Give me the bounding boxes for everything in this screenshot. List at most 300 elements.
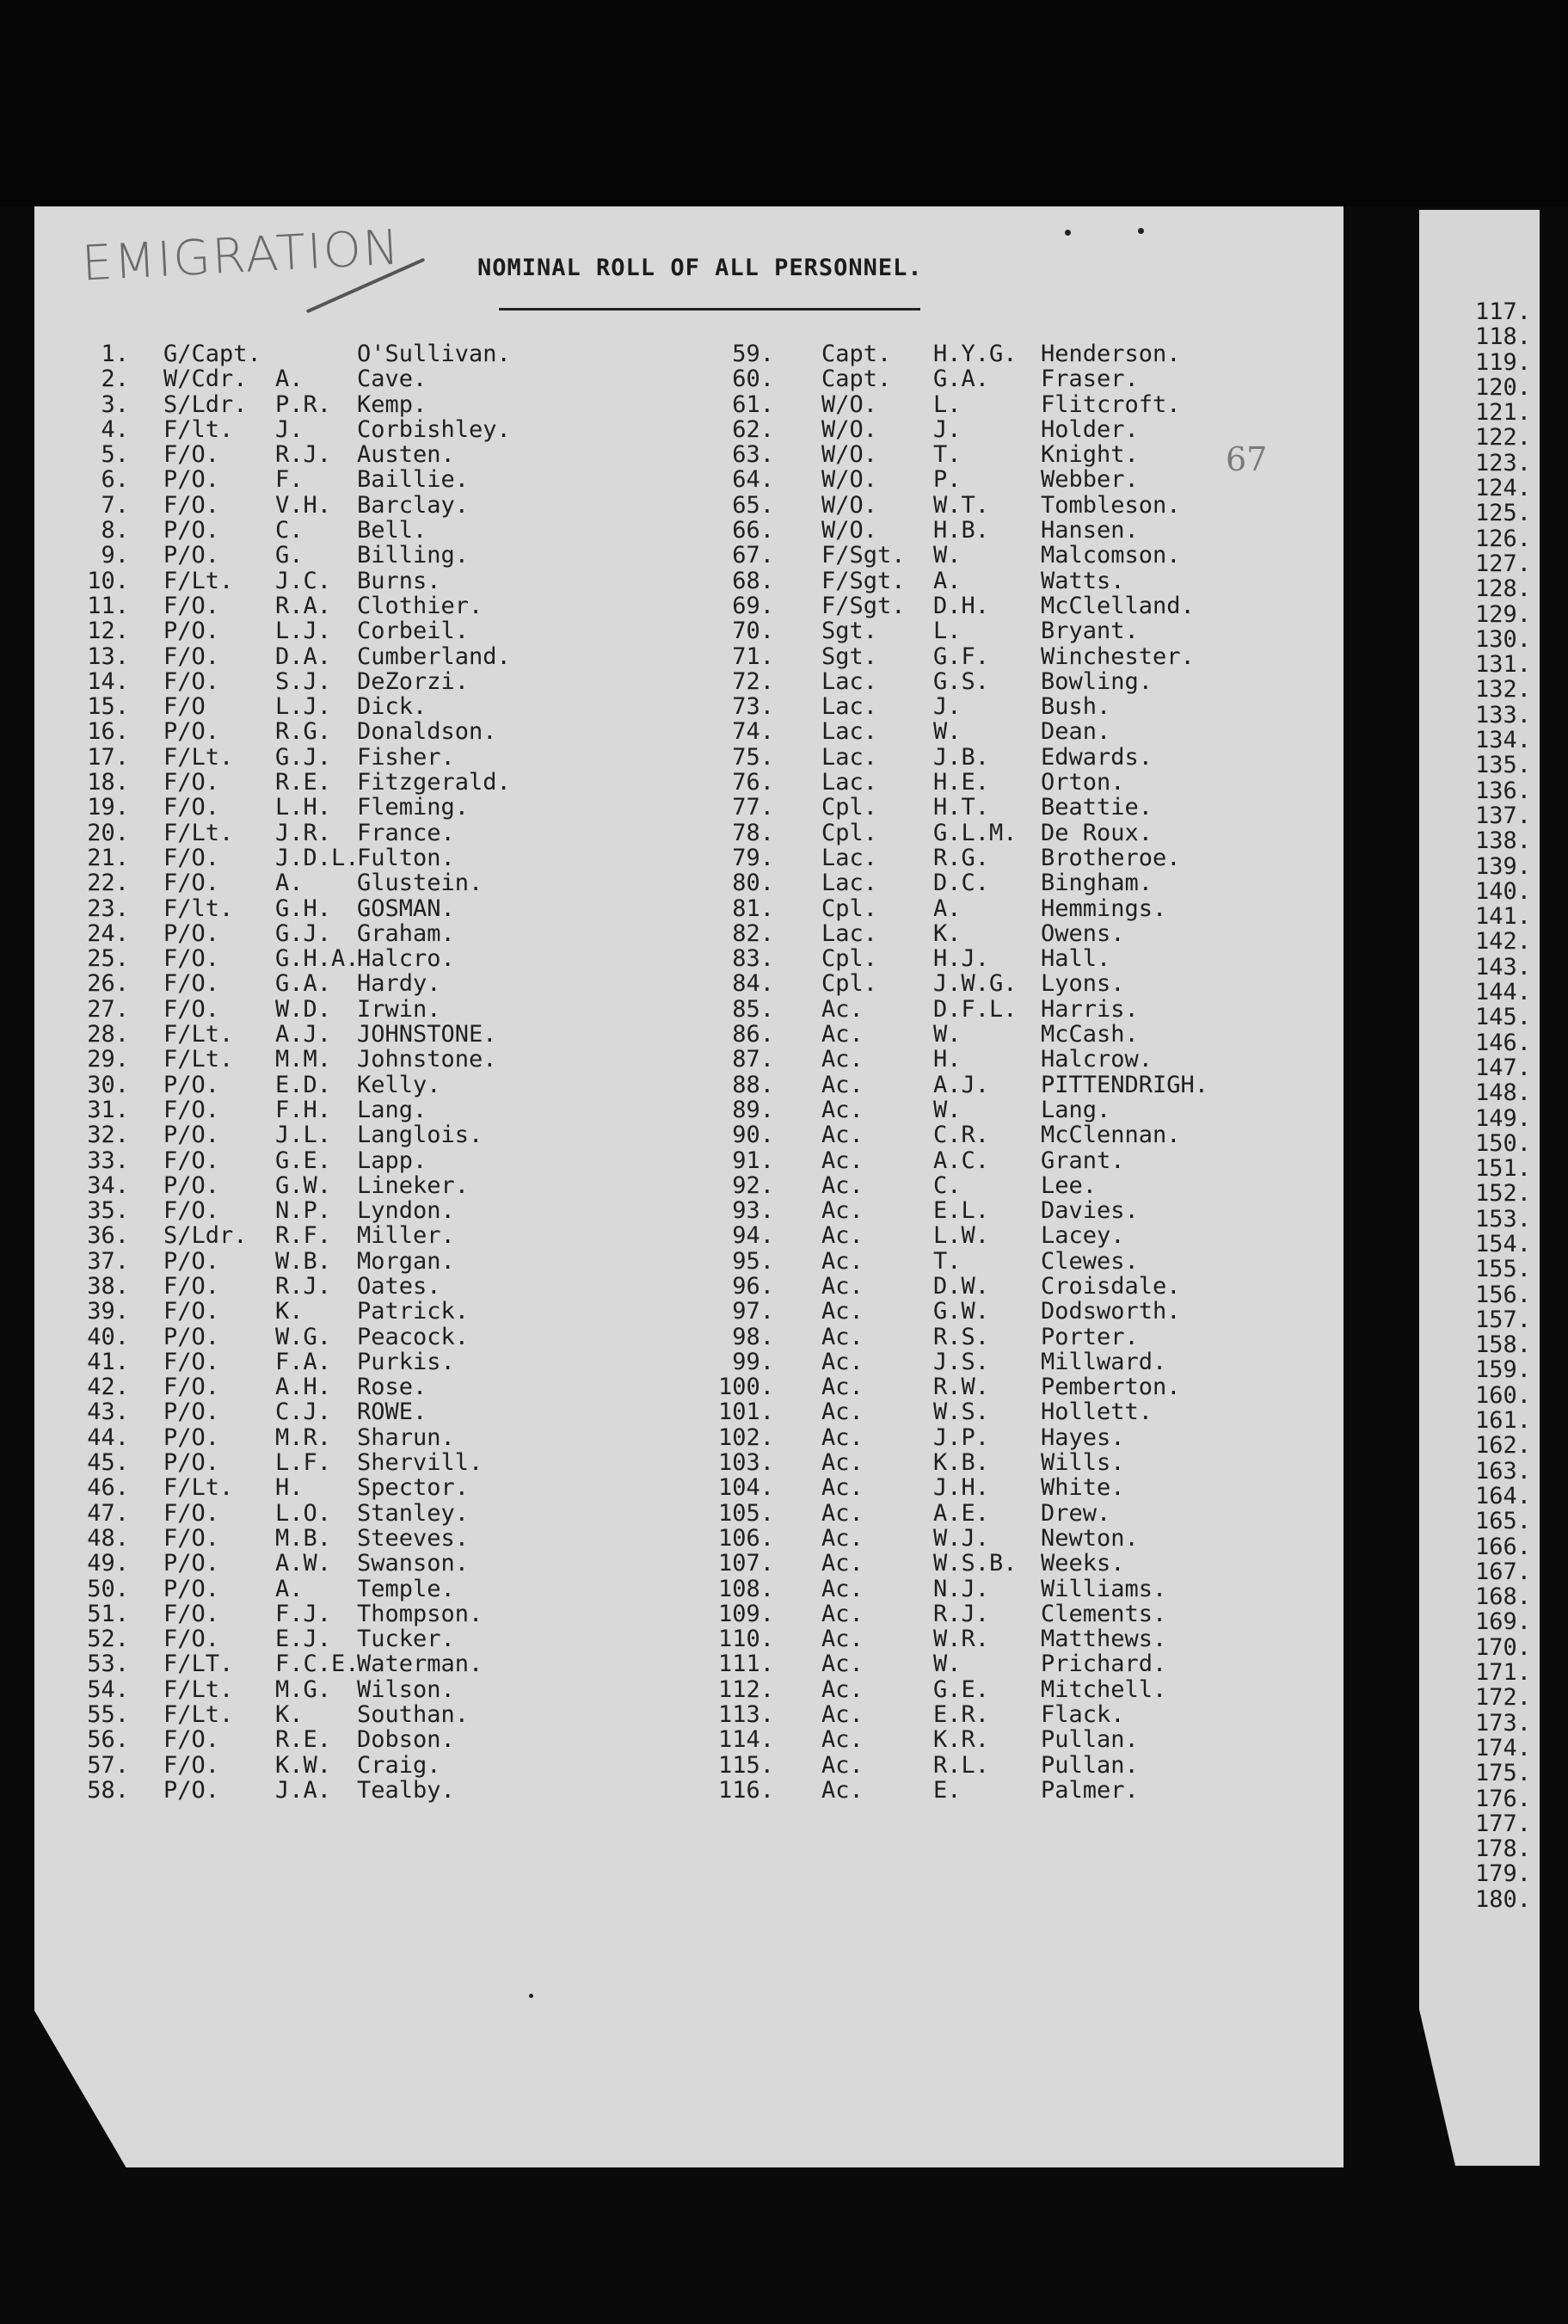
entry-rank: F/O.: [163, 491, 220, 519]
entry-name: Fraser.: [1041, 366, 1139, 393]
entry-number: 18.: [87, 769, 129, 796]
entry-rank: P/O.: [163, 1776, 220, 1804]
entry-initials: K.: [275, 1298, 304, 1325]
entry-initials: T.: [933, 441, 962, 469]
entry-number: 58.: [87, 1776, 129, 1804]
entry-initials: G.H.A.: [275, 945, 360, 973]
entry-rank: Ac.: [821, 1575, 864, 1602]
entry-initials: A.J.: [275, 1021, 332, 1048]
entry-initials: A.: [933, 895, 962, 922]
entry-rank: F/O.: [163, 1096, 220, 1123]
next-page-entry-number: 149.: [1474, 1104, 1531, 1132]
entry-initials: R.J.: [933, 1600, 990, 1627]
entry-name: Lyndon.: [357, 1197, 455, 1225]
entry-name: Steeves.: [357, 1524, 470, 1552]
entry-initials: H.T.: [933, 794, 990, 821]
entry-name: Fleming.: [357, 794, 470, 821]
entry-name: Porter.: [1041, 1323, 1139, 1350]
entry-initials: D.F.L.: [933, 995, 1018, 1023]
entry-number: 57.: [87, 1751, 129, 1779]
next-page-entry-number: 128.: [1474, 575, 1531, 603]
personnel-list-next-page: [1428, 299, 1531, 1912]
entry-initials: K.: [275, 1701, 304, 1729]
entry-name: Donaldson.: [357, 718, 497, 746]
entry-initials: L.: [933, 618, 962, 645]
entry-name: Kemp.: [357, 390, 427, 418]
entry-number: 10.: [87, 567, 129, 594]
entry-name: Hayes.: [1041, 1423, 1125, 1451]
entry-name: GOSMAN.: [357, 895, 455, 922]
entry-number: 65.: [732, 491, 774, 519]
entry-rank: F/O.: [163, 1726, 220, 1754]
entry-number: 24.: [87, 919, 129, 947]
entry-initials: M.B.: [275, 1524, 332, 1552]
entry-name: Hardy.: [357, 970, 441, 998]
next-page-entry-number: 153.: [1474, 1205, 1531, 1233]
entry-name: Williams.: [1041, 1575, 1167, 1602]
entry-number: 67.: [732, 542, 774, 569]
entry-initials: G.H.: [275, 895, 332, 922]
entry-initials: V.H.: [275, 491, 332, 519]
entry-name: Winchester.: [1041, 642, 1195, 670]
entry-initials: W.R.: [933, 1626, 990, 1653]
entry-number: 74.: [732, 718, 774, 746]
entry-rank: F/O.: [163, 995, 220, 1023]
entry-number: 31.: [87, 1096, 129, 1123]
next-page-entry-number: 168.: [1474, 1583, 1531, 1611]
entry-name: Bryant.: [1041, 618, 1139, 645]
entry-rank: Cpl.: [821, 819, 878, 846]
entry-rank: F/Sgt.: [821, 567, 906, 594]
entry-name: Sharun.: [357, 1423, 455, 1451]
next-page-entry-number: 156.: [1474, 1281, 1531, 1308]
entry-number: 86.: [732, 1021, 774, 1048]
entry-name: White.: [1041, 1474, 1125, 1502]
entry-name: Stanley.: [357, 1499, 470, 1527]
entry-initials: D.C.: [933, 870, 990, 897]
entry-initials: J.P.: [933, 1423, 990, 1451]
entry-name: Bingham.: [1041, 870, 1153, 897]
entry-rank: F/Sgt.: [821, 542, 906, 569]
entry-rank: P/O.: [163, 718, 220, 746]
entry-rank: Ac.: [821, 1096, 864, 1123]
entry-initials: R.E.: [275, 1726, 332, 1754]
entry-initials: G.J.: [275, 743, 332, 771]
next-page-entry-number: 143.: [1474, 953, 1531, 981]
entry-initials: R.S.: [933, 1323, 990, 1350]
entry-rank: F/Lt.: [163, 1046, 234, 1073]
entry-name: Austen.: [357, 441, 455, 469]
entry-number: 36.: [87, 1222, 129, 1250]
entry-rank: P/O.: [163, 1122, 220, 1149]
entry-rank: F/O.: [163, 667, 220, 695]
entry-number: 55.: [87, 1701, 129, 1729]
punch-dot: [1065, 230, 1071, 236]
entry-number: 29.: [87, 1046, 129, 1073]
entry-initials: G.A.: [275, 970, 332, 998]
entry-name: Tealby.: [357, 1776, 455, 1804]
entry-rank: Ac.: [821, 1726, 864, 1754]
entry-rank: P/O.: [163, 1323, 220, 1350]
entry-number: 73.: [732, 693, 774, 721]
entry-rank: Lac.: [821, 667, 878, 695]
next-page-entry-number: 174.: [1474, 1734, 1531, 1761]
entry-number: 60.: [732, 366, 774, 393]
entry-name: Lang.: [1041, 1096, 1111, 1123]
entry-initials: L.J.: [275, 618, 332, 645]
next-page-entry-number: 133.: [1474, 701, 1531, 729]
entry-number: 51.: [87, 1600, 129, 1627]
entry-initials: E.D.: [275, 1071, 332, 1098]
entry-number: 62.: [732, 415, 774, 443]
entry-number: 64.: [732, 466, 774, 494]
next-page-entry-number: 163.: [1474, 1457, 1531, 1485]
entry-name: Matthews.: [1041, 1626, 1167, 1653]
entry-initials: F.J.: [275, 1600, 332, 1627]
entry-rank: Ac.: [821, 1272, 864, 1300]
entry-initials: W.: [933, 1096, 962, 1123]
entry-rank: Lac.: [821, 844, 878, 871]
entry-name: Craig.: [357, 1751, 441, 1779]
entry-rank: Ac.: [821, 1171, 864, 1199]
next-page-entry-number: 117.: [1474, 298, 1531, 325]
entry-initials: D.H.: [933, 592, 990, 619]
entry-initials: E.L.: [933, 1197, 990, 1225]
entry-number: 66.: [732, 517, 774, 544]
entry-name: Billing.: [357, 542, 470, 569]
entry-number: 113.: [717, 1701, 774, 1729]
entry-name: Harris.: [1041, 995, 1139, 1023]
entry-number: 46.: [87, 1474, 129, 1502]
next-page-entry-number: 164.: [1474, 1482, 1531, 1509]
entry-initials: D.A.: [275, 642, 332, 670]
entry-number: 27.: [87, 995, 129, 1023]
entry-rank: P/O.: [163, 1171, 220, 1199]
entry-number: 2.: [101, 366, 129, 393]
entry-number: 14.: [87, 667, 129, 695]
entry-initials: R.E.: [275, 769, 332, 796]
entry-rank: P/O.: [163, 1399, 220, 1426]
entry-initials: G.E.: [275, 1147, 332, 1174]
entry-number: 114.: [717, 1726, 774, 1754]
entry-number: 92.: [732, 1171, 774, 1199]
entry-number: 52.: [87, 1626, 129, 1653]
entry-name: Southan.: [357, 1701, 470, 1729]
entry-name: Halcro.: [357, 945, 455, 973]
entry-number: 82.: [732, 919, 774, 947]
next-page-entry-number: 131.: [1474, 651, 1531, 679]
entry-rank: S/Ldr.: [163, 1222, 248, 1250]
entry-number: 30.: [87, 1071, 129, 1098]
entry-number: 107.: [717, 1550, 774, 1577]
entry-number: 75.: [732, 743, 774, 771]
entry-initials: L.H.: [275, 794, 332, 821]
entry-name: Clewes.: [1041, 1247, 1139, 1275]
next-page-entry-number: 159.: [1474, 1356, 1531, 1384]
entry-number: 32.: [87, 1122, 129, 1149]
entry-initials: F.A.: [275, 1348, 332, 1375]
entry-initials: W.: [933, 542, 962, 569]
entry-number: 59.: [732, 341, 774, 367]
entry-initials: M.M.: [275, 1046, 332, 1073]
entry-number: 6.: [101, 466, 129, 494]
entry-number: 20.: [87, 819, 129, 846]
entry-initials: H.E.: [933, 769, 990, 796]
entry-number: 63.: [732, 441, 774, 469]
entry-number: 8.: [101, 517, 129, 544]
entry-name: Knight.: [1041, 441, 1139, 469]
entry-name: Fulton.: [357, 844, 455, 871]
entry-number: 56.: [87, 1726, 129, 1754]
entry-initials: A.: [275, 870, 304, 897]
entry-initials: M.G.: [275, 1675, 332, 1703]
entry-name: McClennan.: [1041, 1122, 1181, 1149]
entry-name: Hollett.: [1041, 1399, 1153, 1426]
entry-rank: P/O.: [163, 1247, 220, 1275]
next-page-entry-number: 118.: [1474, 323, 1531, 351]
entry-number: 83.: [732, 945, 774, 973]
entry-initials: F.H.: [275, 1096, 332, 1123]
entry-name: Fisher.: [357, 743, 455, 771]
entry-rank: F/O.: [163, 1272, 220, 1300]
entry-name: Owens.: [1041, 919, 1125, 947]
entry-rank: P/O.: [163, 1423, 220, 1451]
entry-rank: W/O.: [821, 517, 878, 544]
entry-number: 50.: [87, 1575, 129, 1602]
entry-rank: Ac.: [821, 1247, 864, 1275]
entry-initials: R.W.: [933, 1374, 990, 1401]
entry-number: 110.: [717, 1626, 774, 1653]
entry-initials: A.E.: [933, 1499, 990, 1527]
entry-initials: R.J.: [275, 1272, 332, 1300]
entry-rank: F/O.: [163, 1499, 220, 1527]
next-page-entry-number: 177.: [1474, 1810, 1531, 1837]
entry-name: Baillie.: [357, 466, 470, 494]
entry-rank: Ac.: [821, 1071, 864, 1098]
entry-initials: K.W.: [275, 1751, 332, 1779]
entry-name: Pullan.: [1041, 1751, 1139, 1779]
entry-initials: A.: [275, 1575, 304, 1602]
entry-initials: K.B.: [933, 1449, 990, 1477]
entry-number: 96.: [732, 1272, 774, 1300]
entry-name: Oates.: [357, 1272, 441, 1300]
entry-number: 98.: [732, 1323, 774, 1350]
entry-rank: Ac.: [821, 1651, 864, 1678]
entry-name: Johnstone.: [357, 1046, 497, 1073]
next-page-entry-number: 165.: [1474, 1508, 1531, 1535]
entry-initials: G.: [275, 542, 304, 569]
entry-initials: R.A.: [275, 592, 332, 619]
entry-initials: H.J.: [933, 945, 990, 973]
next-page-entry-number: 166.: [1474, 1533, 1531, 1560]
entry-name: Pemberton.: [1041, 1374, 1181, 1401]
entry-initials: F.C.E.: [275, 1651, 360, 1678]
entry-rank: Ac.: [821, 1449, 864, 1477]
entry-rank: Ac.: [821, 1675, 864, 1703]
entry-rank: Ac.: [821, 1600, 864, 1627]
entry-name: Lee.: [1041, 1171, 1098, 1199]
entry-name: Peacock.: [357, 1323, 470, 1350]
entry-name: Watts.: [1041, 567, 1125, 594]
entry-initials: W.B.: [275, 1247, 332, 1275]
entry-initials: J.C.: [275, 567, 332, 594]
entry-rank: P/O.: [163, 618, 220, 645]
entry-number: 115.: [717, 1751, 774, 1779]
entry-initials: W.: [933, 718, 962, 746]
entry-rank: F/O: [163, 693, 206, 721]
entry-rank: P/O.: [163, 542, 220, 569]
entry-name: Waterman.: [357, 1651, 483, 1678]
entry-number: 112.: [717, 1675, 774, 1703]
entry-rank: F/Lt.: [163, 1474, 234, 1502]
entry-number: 70.: [732, 618, 774, 645]
entry-initials: A.C.: [933, 1147, 990, 1174]
entry-rank: Ac.: [821, 1298, 864, 1325]
entry-name: Tucker.: [357, 1626, 455, 1653]
entry-number: 116.: [717, 1776, 774, 1804]
entry-number: 101.: [717, 1399, 774, 1426]
entry-rank: P/O.: [163, 1575, 220, 1602]
entry-name: Glustein.: [357, 870, 483, 897]
entry-rank: Ac.: [821, 1021, 864, 1048]
entry-rank: F/O.: [163, 1197, 220, 1225]
entry-number: 41.: [87, 1348, 129, 1375]
entry-rank: Ac.: [821, 1222, 864, 1250]
entry-name: DeZorzi.: [357, 667, 470, 695]
entry-number: 17.: [87, 743, 129, 771]
entry-initials: J.: [933, 415, 962, 443]
next-page-entry-number: 137.: [1474, 802, 1531, 829]
entry-rank: Capt.: [821, 366, 892, 393]
next-page-entry-number: 171.: [1474, 1659, 1531, 1687]
entry-name: Brotheroe.: [1041, 844, 1181, 871]
entry-initials: L.: [933, 390, 962, 418]
entry-initials: C.: [933, 1171, 962, 1199]
entry-name: Beattie.: [1041, 794, 1153, 821]
entry-number: 12.: [87, 618, 129, 645]
entry-rank: Ac.: [821, 1499, 864, 1527]
next-page-entry-number: 139.: [1474, 852, 1531, 880]
entry-initials: S.J.: [275, 667, 332, 695]
entry-rank: Cpl.: [821, 895, 878, 922]
entry-initials: T.: [933, 1247, 962, 1275]
entry-initials: G.L.M.: [933, 819, 1018, 846]
entry-number: 54.: [87, 1675, 129, 1703]
entry-initials: G.F.: [933, 642, 990, 670]
entry-number: 69.: [732, 592, 774, 619]
entry-name: Dodsworth.: [1041, 1298, 1181, 1325]
entry-name: McCash.: [1041, 1021, 1139, 1048]
next-page-entry-number: 121.: [1474, 399, 1531, 427]
next-page-entry-number: 178.: [1474, 1835, 1531, 1863]
entry-rank: F/O.: [163, 844, 220, 871]
entry-name: Shervill.: [357, 1449, 483, 1477]
entry-name: Croisdale.: [1041, 1272, 1181, 1300]
entry-number: 26.: [87, 970, 129, 998]
entry-number: 3.: [101, 390, 129, 418]
entry-initials: A.W.: [275, 1550, 332, 1577]
entry-name: Graham.: [357, 919, 455, 947]
entry-initials: M.R.: [275, 1423, 332, 1451]
entry-name: Wilson.: [357, 1675, 455, 1703]
entry-rank: F/Lt.: [163, 567, 234, 594]
entry-name: Clements.: [1041, 1600, 1167, 1627]
entry-initials: C.R.: [933, 1122, 990, 1149]
entry-number: 39.: [87, 1298, 129, 1325]
entry-name: Lacey.: [1041, 1222, 1125, 1250]
entry-rank: F/Lt.: [163, 1701, 234, 1729]
entry-initials: G.W.: [933, 1298, 990, 1325]
entry-number: 104.: [717, 1474, 774, 1502]
entry-number: 45.: [87, 1449, 129, 1477]
entry-rank: Cpl.: [821, 794, 878, 821]
next-page-entry-number: 180.: [1474, 1885, 1531, 1913]
entry-initials: G.E.: [933, 1675, 990, 1703]
next-page-entry-number: 158.: [1474, 1331, 1531, 1359]
entry-name: ROWE.: [357, 1399, 427, 1426]
entry-rank: Ac.: [821, 1524, 864, 1552]
entry-number: 80.: [732, 870, 774, 897]
entry-number: 37.: [87, 1247, 129, 1275]
entry-name: Thompson.: [357, 1600, 483, 1627]
entry-rank: F/O.: [163, 1524, 220, 1552]
entry-initials: L.W.: [933, 1222, 990, 1250]
entry-number: 61.: [732, 390, 774, 418]
next-page-entry-number: 132.: [1474, 676, 1531, 704]
entry-initials: N.J.: [933, 1575, 990, 1602]
entry-initials: R.L.: [933, 1751, 990, 1779]
next-page-entry-number: 154.: [1474, 1230, 1531, 1257]
entry-name: Purkis.: [357, 1348, 455, 1375]
entry-name: Pullan.: [1041, 1726, 1139, 1754]
entry-rank: Ac.: [821, 1399, 864, 1426]
entry-rank: W/O.: [821, 466, 878, 494]
entry-number: 9.: [101, 542, 129, 569]
entry-rank: F/O.: [163, 1348, 220, 1375]
next-page-entry-number: 152.: [1474, 1180, 1531, 1208]
next-page-entry-number: 157.: [1474, 1306, 1531, 1333]
entry-number: 40.: [87, 1323, 129, 1350]
entry-number: 47.: [87, 1499, 129, 1527]
entry-name: Davies.: [1041, 1197, 1139, 1225]
entry-initials: H.: [275, 1474, 304, 1502]
entry-rank: Lac.: [821, 919, 878, 947]
next-page-entry-number: 175.: [1474, 1760, 1531, 1787]
next-page-entry-number: 172.: [1474, 1684, 1531, 1712]
entry-initials: W.S.: [933, 1399, 990, 1426]
entry-initials: A.: [933, 567, 962, 594]
entry-rank: Capt.: [821, 341, 892, 367]
entry-initials: G.J.: [275, 919, 332, 947]
entry-name: Holder.: [1041, 415, 1139, 443]
entry-name: PITTENDRIGH.: [1041, 1071, 1209, 1098]
entry-rank: Ac.: [821, 1348, 864, 1375]
next-page-entry-number: 148.: [1474, 1079, 1531, 1107]
entry-rank: F/O.: [163, 945, 220, 973]
entry-initials: J.: [933, 693, 962, 721]
entry-rank: F/Lt.: [163, 1021, 234, 1048]
entry-number: 76.: [732, 769, 774, 796]
entry-number: 38.: [87, 1272, 129, 1300]
entry-name: Burns.: [357, 567, 441, 594]
entry-number: 23.: [87, 895, 129, 922]
entry-number: 105.: [717, 1499, 774, 1527]
entry-name: Lineker.: [357, 1171, 470, 1199]
microfilm-border: [0, 0, 1568, 206]
next-page-entry-number: 147.: [1474, 1054, 1531, 1081]
entry-name: Cumberland.: [357, 642, 511, 670]
punch-dot: [529, 1994, 533, 1998]
